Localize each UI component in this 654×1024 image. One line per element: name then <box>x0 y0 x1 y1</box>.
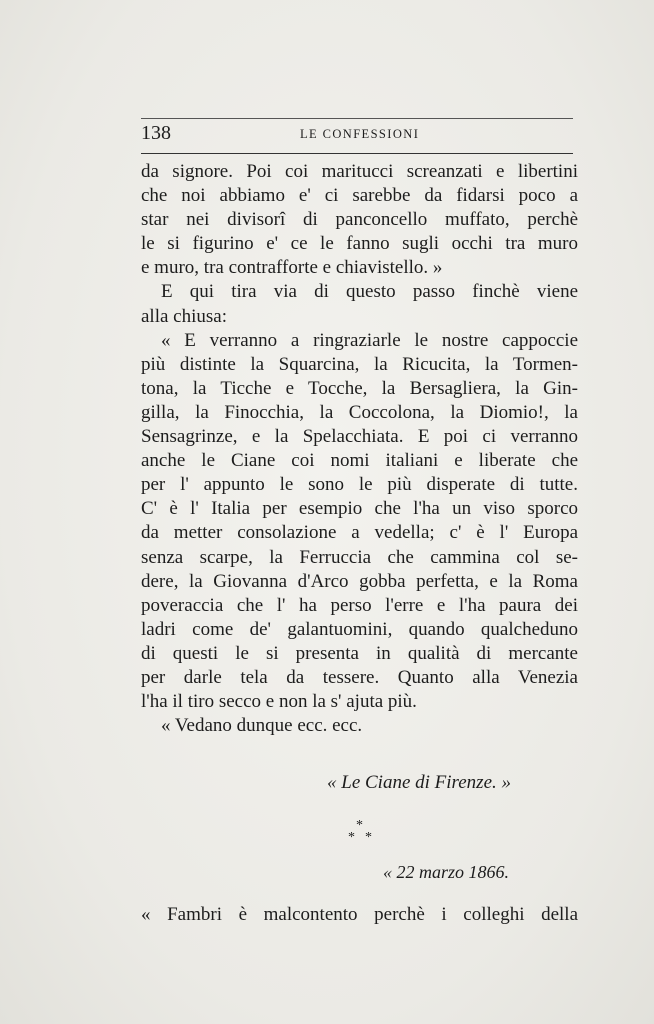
text-line: tona, la Ticche e Tocche, la Bersagliera, la Gin- <box>141 377 578 399</box>
text-line: le si figurino e' ce le fanno sugli occhi tra muro <box>141 233 578 255</box>
text-line: gilla, la Finocchia, la Coccolona, la Diomio!, la <box>141 401 578 423</box>
text-line: l'ha il tiro secco e non la s' ajuta più. <box>141 691 417 713</box>
text-line: « Fambri è malcontento perchè i colleghi della <box>141 904 578 925</box>
text-line: anche le Ciane coi nomi italiani e liberate che <box>141 450 578 472</box>
text-line: alla chiusa: <box>141 305 227 327</box>
text-line: di questi le si presenta in qualità di mercante <box>141 642 578 664</box>
page-number: 138 <box>141 122 171 144</box>
header-rule-bottom <box>141 153 573 154</box>
text-line: per darle tela da tessere. Quanto alla Venezia <box>141 666 578 688</box>
text-line: star nei divisorî di panconcello muffato, perchè <box>141 209 578 231</box>
header-rule-top <box>141 118 573 119</box>
text-line: da signore. Poi coi maritucci screanzati e libertini <box>141 161 578 182</box>
text-line: per l' appunto le sono le più disperate di tutte. <box>141 474 578 496</box>
text-line: E qui tira via di questo passo finchè viene <box>161 281 578 303</box>
text-line: ladri come de' galantuomini, quando qualcheduno <box>141 618 578 640</box>
asterism-divider: * * * <box>348 818 372 845</box>
body-text <box>141 160 578 738</box>
text-line: senza scarpe, la Ferruccia che cammina col se- <box>141 546 578 568</box>
dateline: « 22 marzo 1866. <box>383 862 510 882</box>
text-line: che noi abbiamo e' ci sarebbe da fidarsi poco a <box>141 185 578 207</box>
text-line: C' è l' Italia per esempio che l'ha un viso sporco <box>141 498 578 520</box>
text-line: « E verranno a ringraziarle le nostre cappoccie <box>161 329 578 351</box>
text-line: più distinte la Squarcina, la Ricucita, la Tormen- <box>141 353 578 375</box>
text-line: dere, la Giovanna d'Arco gobba perfetta, e la Roma <box>141 570 578 592</box>
text-line: Sensagrinze, e la Spelacchiata. E poi ci verranno <box>141 426 578 448</box>
text-line: « Vedano dunque ecc. ecc. <box>161 715 363 737</box>
running-title: LE CONFESSIONI <box>300 127 420 141</box>
signature: « Le Ciane di Firenze. » <box>327 772 511 793</box>
text-line: poveraccia che l' ha perso l'erre e l'ha paura dei <box>141 594 578 616</box>
text-line: da metter consolazione a vedella; c' è l' Europa <box>141 522 578 544</box>
text-line: e muro, tra contrafforte e chiavistello. » <box>141 257 443 279</box>
